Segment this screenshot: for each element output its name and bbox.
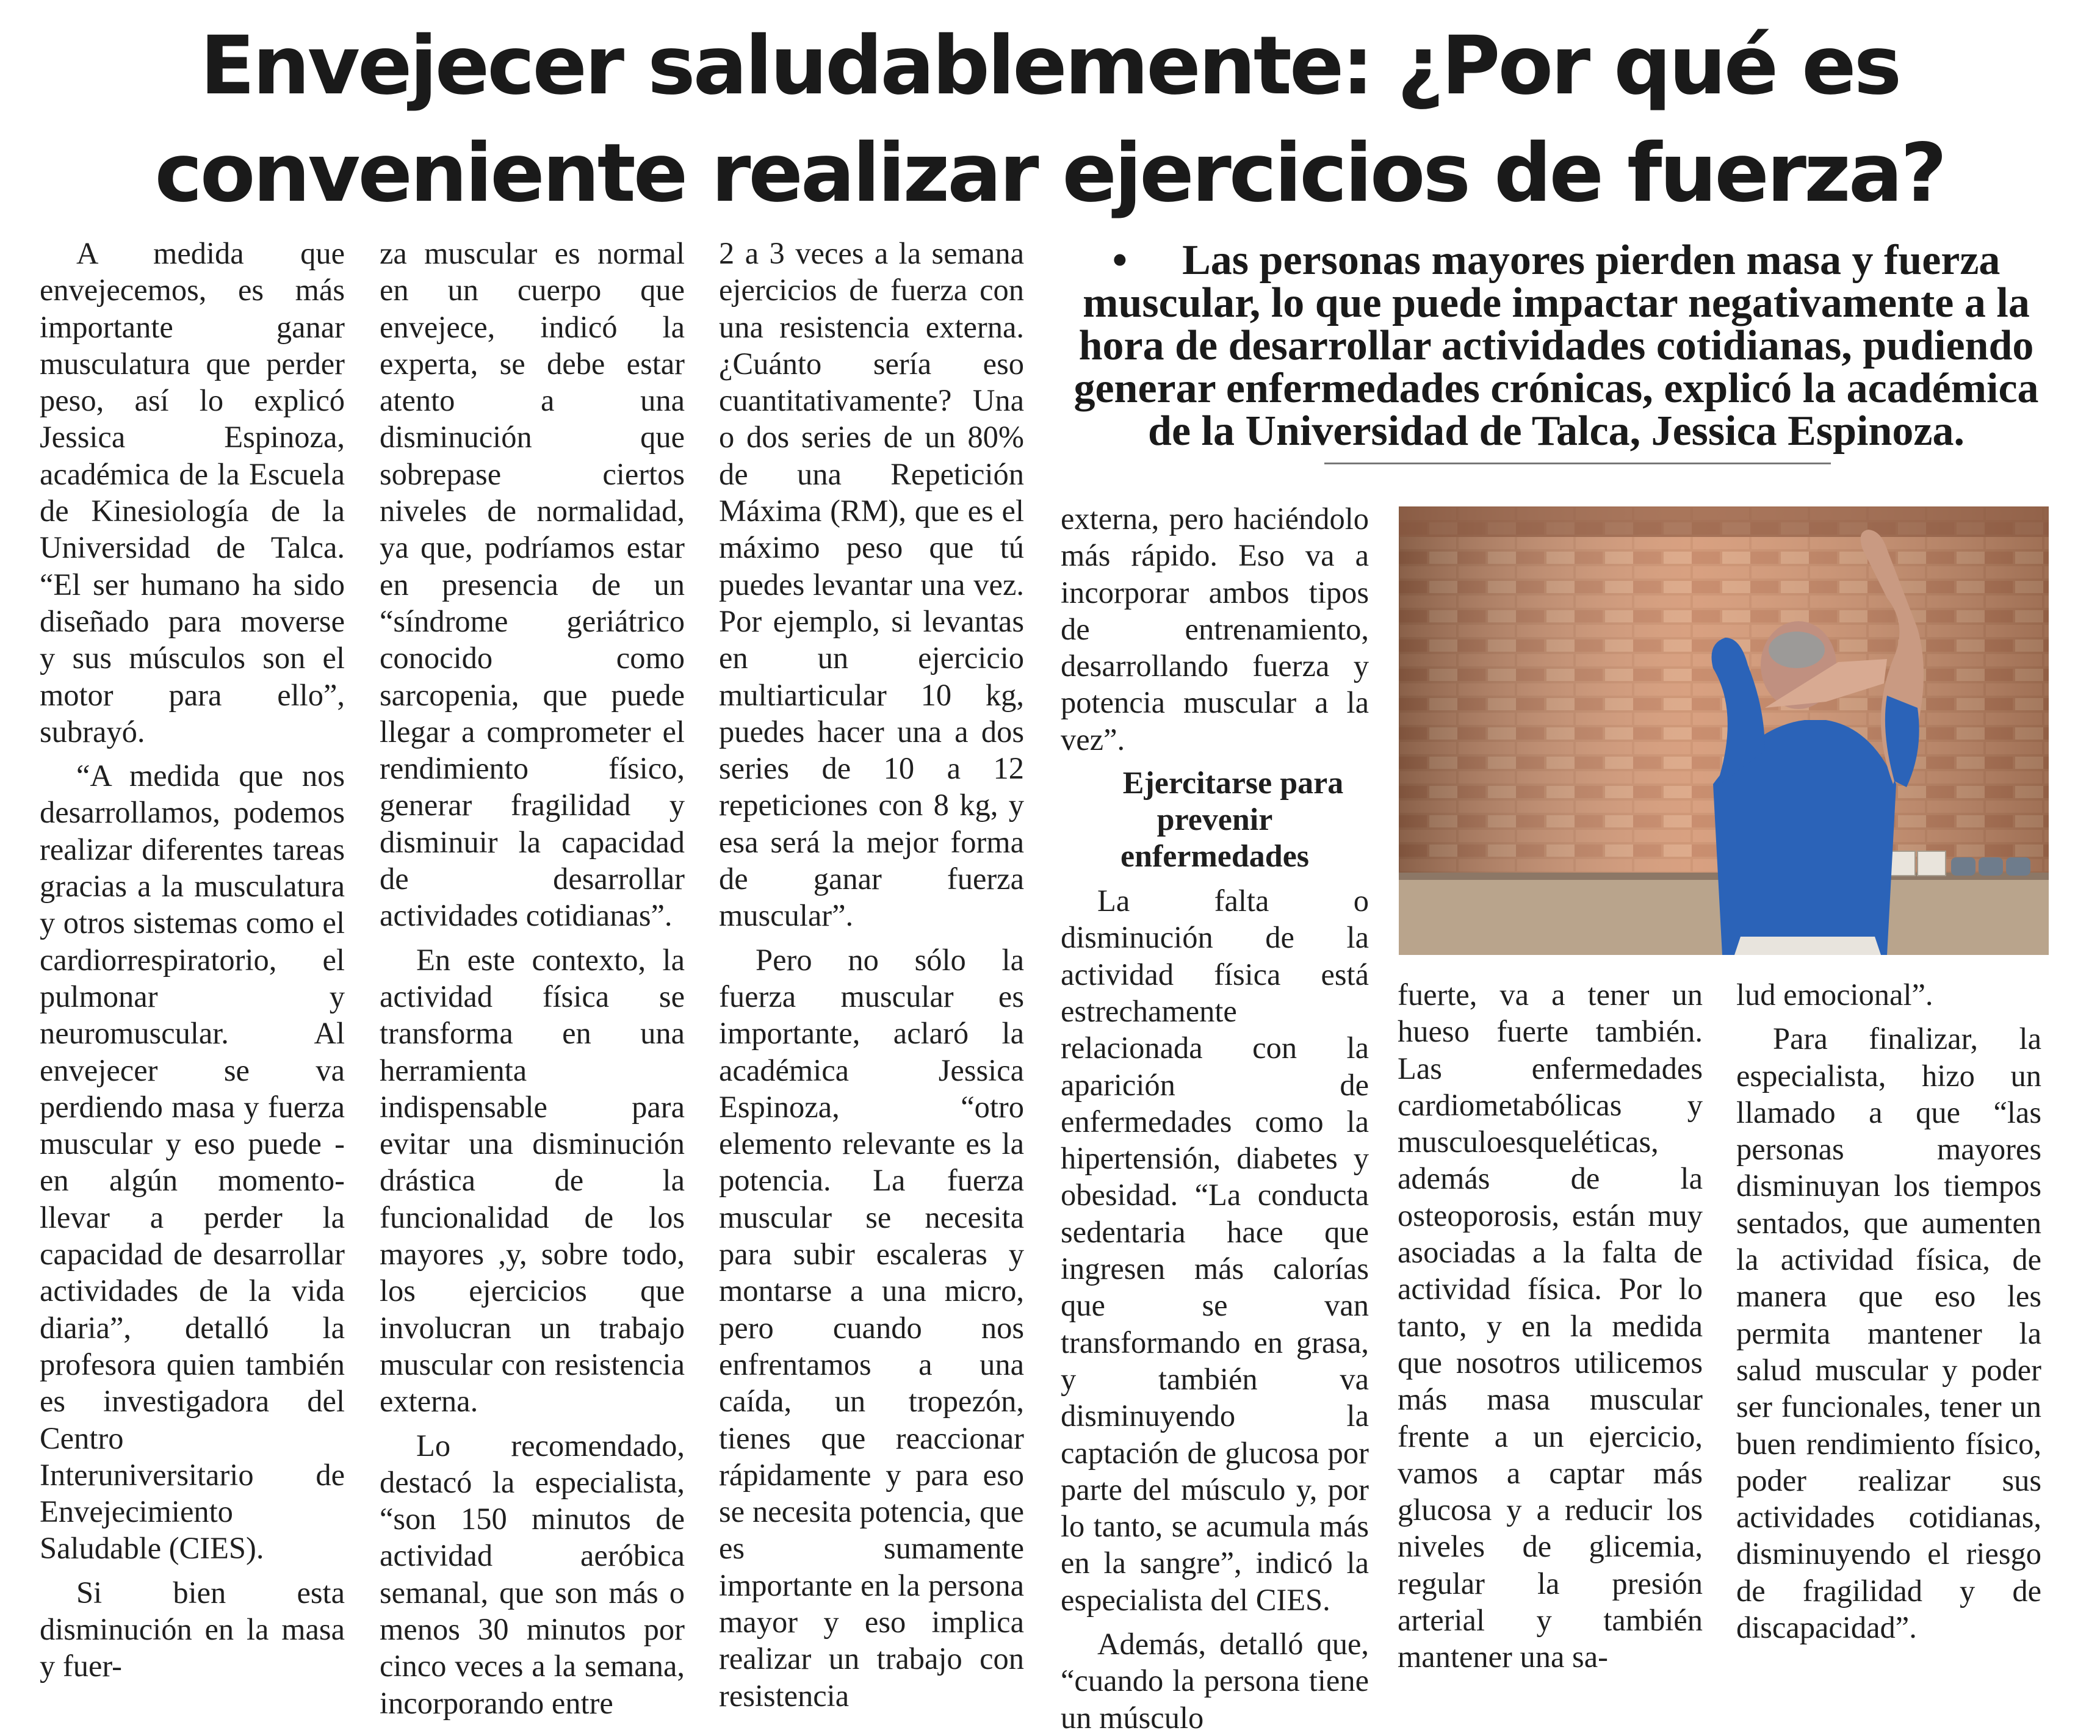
column-6 (1736, 976, 2041, 1646)
lead-summary (1062, 239, 2051, 453)
paragraph: La falta o disminución de la actividad física está estrechamente relacionada con la aparición de enfermedades como la hipertensión, diabetes y obesidad. “La conducta sedentaria hace que ingresen más calorías que se van transformando en grasa, y también va disminuyendo la captación de glucosa por parte del músculo y, por lo tanto, se acumula más en la sangre”, indicó la especialista del CIES. (1061, 884, 1369, 1617)
paragraph: Además, detalló que, “cuando la persona tiene un músculo (1061, 1627, 1369, 1735)
paragraph: En este contexto, la actividad física se transforma en una herramienta indispensable para evitar una disminución drástica de la funcionalidad de los mayores ,y, sobre todo, los ejercicios que involucran un trabajo muscular con resistencia externa. (380, 942, 685, 1419)
lead-divider (1324, 463, 1831, 464)
paragraph: za muscular es normal en un cuerpo que envejece, indicó la experta, se debe estar atento a una disminución que sobrepase ciertos niveles de normalidad, ya que, podríamos estar en presencia de un “síndrome geriátrico conocido como sarcopenia, que puede llegar a comprometer el rendimiento físico, generar fragilidad y disminuir la capacidad de desarrollar actividades cotidianas”. (380, 236, 685, 933)
column-3 (719, 235, 1024, 1714)
headline (110, 12, 1990, 227)
man-stretching-photo (1399, 506, 2049, 955)
paragraph: A medida que envejecemos, es más importante ganar musculatura que perder peso, así lo explicó Jessica Espinoza, académica de la Escuela de Kinesiología de la Universidad de Talca. “El ser humano ha sido diseñado para moverse y sus músculos son el motor para ello”, subrayó. (40, 236, 345, 749)
bullet-icon: • (1112, 237, 1128, 284)
column-4 (1061, 500, 1369, 1736)
paragraph: lud emocional”. (1736, 978, 1933, 1012)
column-1 (40, 235, 345, 1685)
headline-line-1: Envejecer saludablemente: ¿Por qué es (200, 19, 1900, 113)
column-2 (380, 235, 685, 1721)
paragraph: 2 a 3 veces a la semana ejercicios de fuerza con una resistencia externa. ¿Cuánto sería eso cuantitativamente? Una o dos series de un 80% de una Repetición Máxima (RM), que es el máximo peso que tú puedes levantar una vez. Por ejemplo, si levantas en un ejercicio multiarticular 10 kg, puedes hacer una a dos series de 10 a 12 repeticiones con 8 kg, y esa será la mejor forma de ganar fuerza muscular”. (719, 236, 1024, 933)
lead-text: Las personas mayores pierden masa y fuerza muscular, lo que puede impactar negativamente a la hora de desarrollar actividades cotidianas, pudiendo generar enfermedades crónicas, explicó la académica de la Universidad de Talca, Jessica Espinoza. (1073, 237, 2039, 455)
column-5 (1398, 976, 1703, 1676)
paragraph: “A medida que nos desarrollamos, podemos realizar diferentes tareas gracias a la musculatura y otros sistemas como el cardiorrespiratorio, el pulmonar y neuromuscular. Al envejecer se va perdiendo masa y fuerza muscular y eso puede -en algún momento- llevar a perder la capacidad de desarrollar actividades de la vida diaria”, detalló la profesora quien también es investigadora del Centro Interuniversitario de Envejecimiento Saludable (CIES). (40, 758, 345, 1566)
paragraph: Lo recomendado, destacó la especialista, “son 150 minutos de actividad aeróbica semanal, que son más o menos 30 minutos por cinco veces a la semana, incorporando entre (380, 1428, 685, 1720)
paragraph: Para finalizar, la especialista, hizo un llamado a que “las personas mayores disminuyan los tiempos sentados, que aumenten la actividad física, de manera que eso les permita mantener la salud muscular y poder ser funcionales, tener un buen rendimiento físico, poder realizar sus actividades cotidianas, disminuyendo el riesgo de fragilidad y de discapacidad”. (1736, 1021, 2041, 1645)
paragraph: fuerte, va a tener un hueso fuerte también. Las enfermedades cardiometabólicas y musculoesqueléticas, además de la osteoporosis, están muy asociadas a la falta de actividad física. Por lo tanto, y en la medida que nosotros utilicemos más masa muscular frente a un ejercicio, vamos a captar más glucosa y a reducir los niveles de glicemia, regular la presión arterial y también mantener una sa- (1398, 978, 1703, 1674)
headline-line-2: conveniente realizar ejercicios de fuerza? (154, 126, 1945, 220)
paragraph: Pero no sólo la fuerza muscular es importante, aclaró la académica Jessica Espinoza, “otro elemento relevante es la potencia. La fuerza muscular se necesita para subir escaleras y montarse a una micro, pero cuando nos enfrentamos a una caída, un tropezón, tienes que reaccionar rápidamente y para eso se necesita potencia, que es sumamente importante en la persona mayor y eso implica realizar un trabajo con resistencia (719, 942, 1024, 1713)
paragraph: externa, pero haciéndolo más rápido. Eso va a incorporar ambos tipos de entrenamiento, desarrollando fuerza y potencia muscular a la vez”. (1061, 502, 1369, 757)
section-subhead: Ejercitarse para prevenir enfermedades (1120, 766, 1344, 874)
paragraph: Si bien esta disminución en la masa y fuer- (40, 1575, 345, 1684)
